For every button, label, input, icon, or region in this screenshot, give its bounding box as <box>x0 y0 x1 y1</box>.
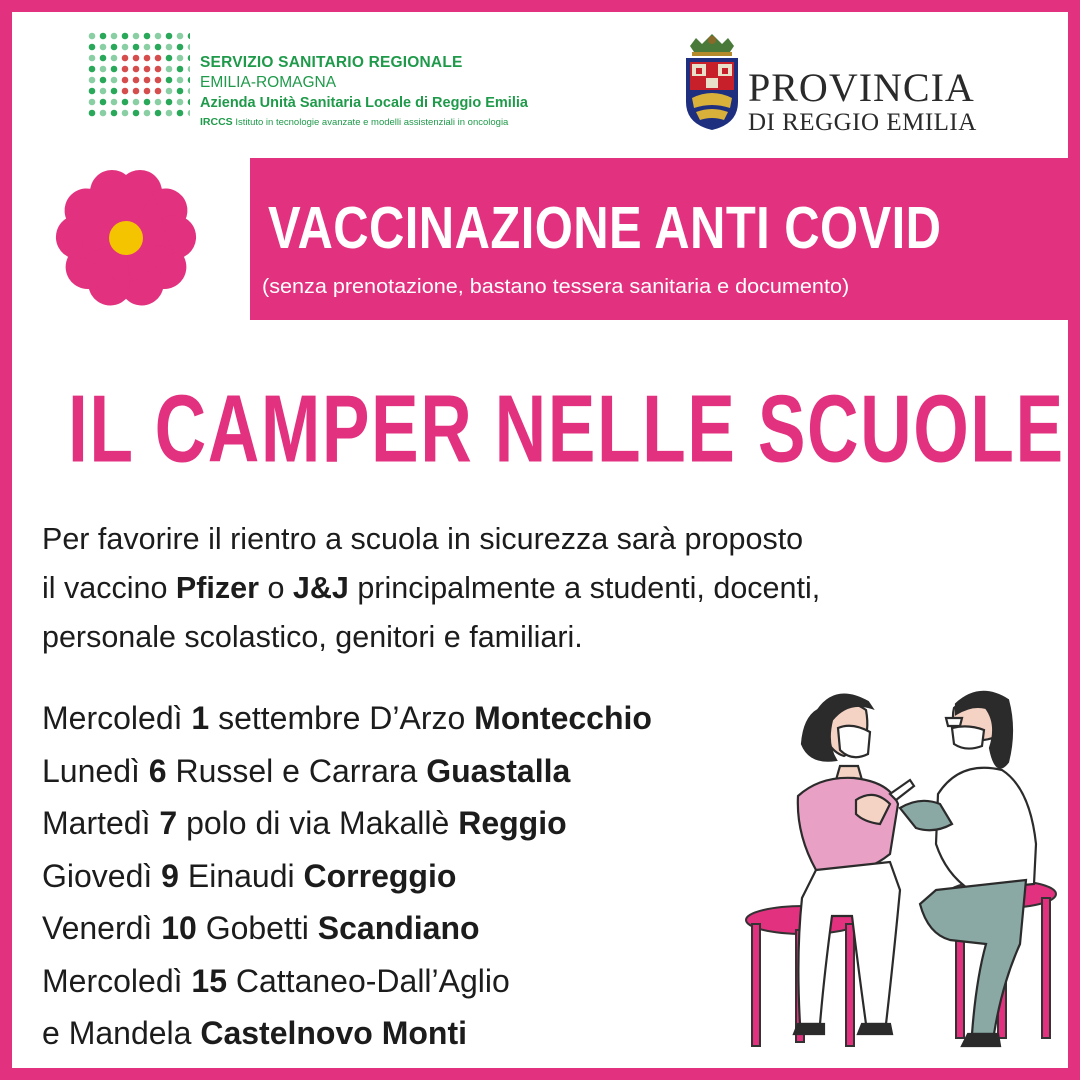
ssr-dot <box>100 55 107 62</box>
schedule-town: Scandiano <box>317 910 480 946</box>
schedule-town: Correggio <box>303 857 457 894</box>
ssr-dot <box>144 99 151 106</box>
flower-icon <box>42 160 222 320</box>
schedule-date: 6 <box>148 752 167 789</box>
ssr-dot <box>188 99 190 106</box>
ssr-dot <box>122 33 129 40</box>
ssr-dot <box>177 77 184 84</box>
intro-line-2 <box>42 564 1032 613</box>
ssr-dot <box>144 110 151 117</box>
ssr-dot <box>188 44 190 51</box>
schedule-day: e Mandela <box>42 1015 201 1051</box>
ssr-dot <box>166 99 173 106</box>
ssr-irccs-label: IRCCS <box>200 116 233 128</box>
schedule-date: 9 <box>161 857 179 894</box>
ssr-dot <box>177 33 184 40</box>
ssr-dot <box>155 44 162 51</box>
ssr-dot <box>155 66 162 73</box>
ssr-dot <box>144 77 151 84</box>
ssr-dot <box>177 88 184 95</box>
ssr-dot <box>100 99 107 106</box>
schedule-day: Martedì <box>42 805 160 841</box>
ssr-dot <box>188 66 190 73</box>
ssr-name-line3: Azienda Unità Sanitaria Locale di Reggio Emilia <box>200 95 528 111</box>
ssr-dot <box>144 55 151 62</box>
ssr-dot <box>111 55 118 62</box>
ssr-dot <box>122 66 129 73</box>
schedule-list <box>42 692 652 1060</box>
ssr-dot <box>188 55 190 62</box>
vaccine-pfizer: Pfizer <box>175 571 259 605</box>
ssr-name-line1: SERVIZIO SANITARIO REGIONALE <box>200 54 463 71</box>
ssr-dot <box>122 55 129 62</box>
ssr-dot <box>133 88 140 95</box>
intro-text: principalmente a studenti, docenti, <box>348 571 821 605</box>
schedule-date: 1 <box>191 700 210 736</box>
schedule-row <box>42 850 652 903</box>
ssr-dot <box>155 110 162 117</box>
ssr-dot <box>100 33 107 40</box>
coat-of-arms-icon <box>680 32 744 132</box>
ssr-dot <box>122 88 129 95</box>
schedule-day: Giovedì <box>42 857 162 894</box>
ssr-dot <box>155 88 162 95</box>
schedule-row <box>42 902 652 955</box>
ssr-dot <box>133 99 140 106</box>
ssr-dot <box>122 44 129 51</box>
intro-text: o <box>258 571 293 605</box>
ssr-dot <box>166 33 173 40</box>
schedule-town: Montecchio <box>474 700 652 736</box>
ssr-dot <box>188 110 190 117</box>
schedule-row <box>42 1007 652 1060</box>
provincia-title: PROVINCIA <box>748 65 975 110</box>
ssr-name-line4 <box>200 116 528 128</box>
provincia-subtitle: DI REGGIO EMILIA <box>748 109 977 136</box>
ssr-dot <box>89 110 96 117</box>
poster <box>12 12 1068 1068</box>
ssr-dot <box>100 88 107 95</box>
schedule-row <box>42 745 652 798</box>
schedule-date: 7 <box>159 805 178 841</box>
intro-line-1: Per favorire il rientro a scuola in sicurezza sarà proposto <box>42 522 804 556</box>
intro-text: il vaccino <box>42 571 176 605</box>
ssr-dot <box>100 44 107 51</box>
ssr-dot <box>155 77 162 84</box>
ssr-dot <box>188 88 190 95</box>
ssr-dot <box>144 88 151 95</box>
schedule-school: settembre D’Arzo <box>209 700 475 736</box>
ssr-dot <box>122 99 129 106</box>
title-banner <box>250 158 1068 320</box>
schedule-town: Reggio <box>458 805 567 841</box>
ssr-dot <box>177 44 184 51</box>
ssr-dot <box>188 33 190 40</box>
ssr-dot <box>155 55 162 62</box>
ssr-dot <box>122 110 129 117</box>
ssr-dot <box>166 55 173 62</box>
ssr-dot <box>100 66 107 73</box>
schedule-school: Einaudi <box>178 857 304 894</box>
ssr-dot <box>155 33 162 40</box>
ssr-dot <box>166 44 173 51</box>
schedule-row <box>42 692 652 745</box>
ssr-logo <box>86 28 556 140</box>
ssr-dot <box>111 66 118 73</box>
schedule-school: polo di via Makallè <box>177 805 459 841</box>
ssr-dot <box>133 110 140 117</box>
ssr-dot <box>111 44 118 51</box>
schedule-date: 15 <box>191 962 227 999</box>
ssr-dot <box>133 77 140 84</box>
ssr-dot <box>122 77 129 84</box>
headline: IL CAMPER NELLE SCUOLE <box>68 375 1065 483</box>
ssr-dot <box>89 55 96 62</box>
ssr-dot <box>144 66 151 73</box>
ssr-dot <box>89 88 96 95</box>
schedule-school: Cattaneo-Dall’Aglio <box>226 962 510 999</box>
ssr-dot <box>100 77 107 84</box>
schedule-school: Russel e Carrara <box>166 752 427 789</box>
provincia-logo <box>680 32 1010 136</box>
ssr-dot <box>111 99 118 106</box>
ssr-dot <box>177 55 184 62</box>
schedule-day: Mercoledì <box>42 962 192 999</box>
ssr-dot <box>166 77 173 84</box>
banner-subtitle: (senza prenotazione, bastano tessera sanitaria e documento) <box>262 276 850 298</box>
ssr-dot <box>133 66 140 73</box>
vaccine-jj: J&J <box>292 571 349 605</box>
ssr-dot <box>155 99 162 106</box>
ssr-dot <box>111 33 118 40</box>
ssr-dot <box>133 44 140 51</box>
ssr-dot <box>111 110 118 117</box>
ssr-dot <box>133 33 140 40</box>
intro-line-3: personale scolastico, genitori e familiari. <box>42 620 583 654</box>
ssr-dot <box>89 44 96 51</box>
vaccination-illustration <box>740 684 1058 1068</box>
schedule-row <box>42 797 652 850</box>
schedule-town: Guastalla <box>426 752 571 789</box>
ssr-dots-icon <box>86 28 190 128</box>
ssr-dot <box>144 44 151 51</box>
ssr-name-line2: EMILIA-ROMAGNA <box>200 74 337 91</box>
schedule-date: 10 <box>161 910 197 946</box>
schedule-row <box>42 955 652 1008</box>
ssr-dot <box>100 110 107 117</box>
ssr-dot <box>177 66 184 73</box>
ssr-dot <box>144 33 151 40</box>
ssr-dot <box>89 77 96 84</box>
ssr-dot <box>166 88 173 95</box>
ssr-dot <box>133 55 140 62</box>
ssr-dot <box>111 88 118 95</box>
schedule-town: Castelnovo Monti <box>200 1015 467 1051</box>
ssr-dot <box>89 66 96 73</box>
schedule-day: Mercoledì <box>42 700 192 736</box>
ssr-dot <box>177 110 184 117</box>
ssr-dot <box>89 99 96 106</box>
ssr-dot <box>166 110 173 117</box>
ssr-irccs-desc: Istituto in tecnologie avanzate e modelli assistenziali in oncologia <box>235 117 509 128</box>
ssr-dot <box>166 66 173 73</box>
schedule-school: Gobetti <box>196 910 318 946</box>
banner-title: VACCINAZIONE ANTI COVID <box>268 195 942 261</box>
intro-paragraph <box>42 515 1032 662</box>
ssr-dot <box>111 77 118 84</box>
schedule-day: Lunedì <box>42 752 149 789</box>
ssr-dot <box>177 99 184 106</box>
ssr-dot <box>188 77 190 84</box>
schedule-day: Venerdì <box>42 910 162 946</box>
ssr-dot <box>89 33 96 40</box>
